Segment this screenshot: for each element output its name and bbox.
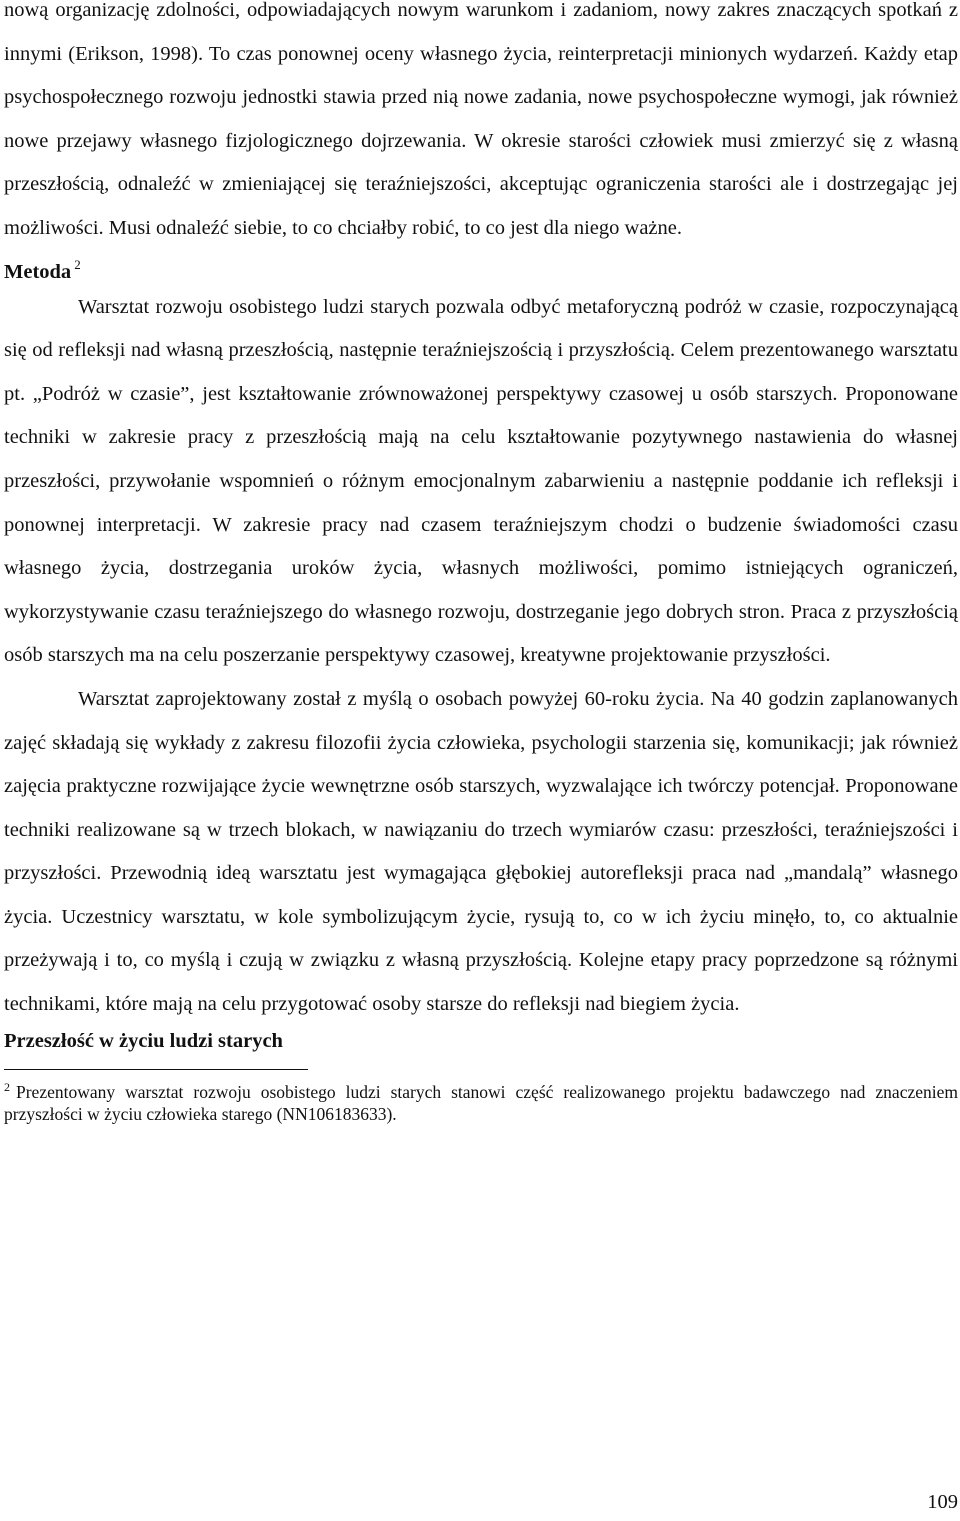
footnote [4, 1076, 958, 1125]
past-heading: Przeszłość w życiu ludzi starych [4, 1029, 283, 1052]
document-page [4, 0, 958, 1125]
page-number: 109 [927, 1491, 958, 1513]
method-heading [4, 251, 958, 286]
footnote-divider [4, 1069, 308, 1070]
intro-paragraph: nową organizację zdolności, odpowiadających nowym warunkom i zadaniom, nowy zakres znaczących spotkań z innymi (Erikson, 1998). To czas ponownej oceny własnego życia, reinterpretacji minionych wydarzeń. Każdy etap psychospołecznego rozwoju jednostki stawia przed nią nowe zadania, nowe psychospołeczne wymogi, jak również nowe przejawy własnego fizjologicznego dojrzewania. W okresie starości człowiek musi zmierzyć się z własną przeszłością, odnaleźć w zmieniającej się teraźniejszości, akceptując ograniczenia starości ale i dostrzegając jej możliwości. Musi odnaleźć siebie, to co chciałby robić, to co jest dla niego ważne. [4, 0, 958, 239]
footnote-text: Prezentowany warsztat rozwoju osobistego ludzi starych stanowi część realizowanego projektu badawczego nad znaczeniem przyszłości w życiu człowieka starego (NN106183633). [4, 1081, 958, 1124]
method-footnote-mark[interactable]: 2 [74, 256, 81, 272]
method-paragraph-1: Warsztat rozwoju osobistego ludzi starych pozwala odbyć metaforyczną podróż w czasie, rozpoczynającą się od refleksji nad własną przeszłością, następnie teraźniejszością i przyszłością. Celem prezentowanego warsztatu pt. „Podróż w czasie”, jest kształtowanie zrównoważonej perspektywy czasowej u osób starszych. Proponowane techniki w zakresie pracy z przeszłością mają na celu kształtowanie pozytywnego nastawienia do własnej przeszłości, przywołanie wspomnień o różnym emocjonalnym zabarwieniu a następnie poddanie ich refleksji i ponownej interpretacji. W zakresie pracy nad czasem teraźniejszym chodzi o budzenie świadomości czasu własnego życia, dostrzegania uroków życia, własnych możliwości, pomimo istniejących ograniczeń, wykorzystywanie czasu teraźniejszego do własnego rozwoju, dostrzeganie jego dobrych stron. Praca z przyszłością osób starszych ma na celu poszerzanie perspektywy czasowej, kreatywne projektowanie przyszłości. [4, 295, 958, 667]
method-heading-text: Metoda [4, 260, 72, 283]
method-paragraph-2: Warsztat zaprojektowany został z myślą o osobach powyżej 60-roku życia. Na 40 godzin zaplanowanych zajęć składają się wykłady z zakresu filozofii życia człowieka, psychologii starzenia się, komunikacji; jak również zajęcia praktyczne rozwijające życie wewnętrzne osób starszych, wyzwalające ich twórczy potencjał. Proponowane techniki realizowane są w trzech blokach, w nawiązaniu do trzech wymiarów czasu: przeszłości, teraźniejszości i przyszłości. Przewodnią ideą warsztatu jest wymagająca głębokiej autorefleksji praca nad „mandalą” własnego życia. Uczestnicy warsztatu, w kole symbolizującym życie, rysują to, co w ich życiu minęło, to, co aktualnie przeżywają i to, co myślą i czują w związku z własną przyszłością. Kolejne etapy pracy poprzedzone są różnymi technikami, które mają na celu przygotować osoby starsze do refleksji nad biegiem życia. [4, 687, 958, 1016]
footnote-number: 2 [4, 1079, 10, 1094]
